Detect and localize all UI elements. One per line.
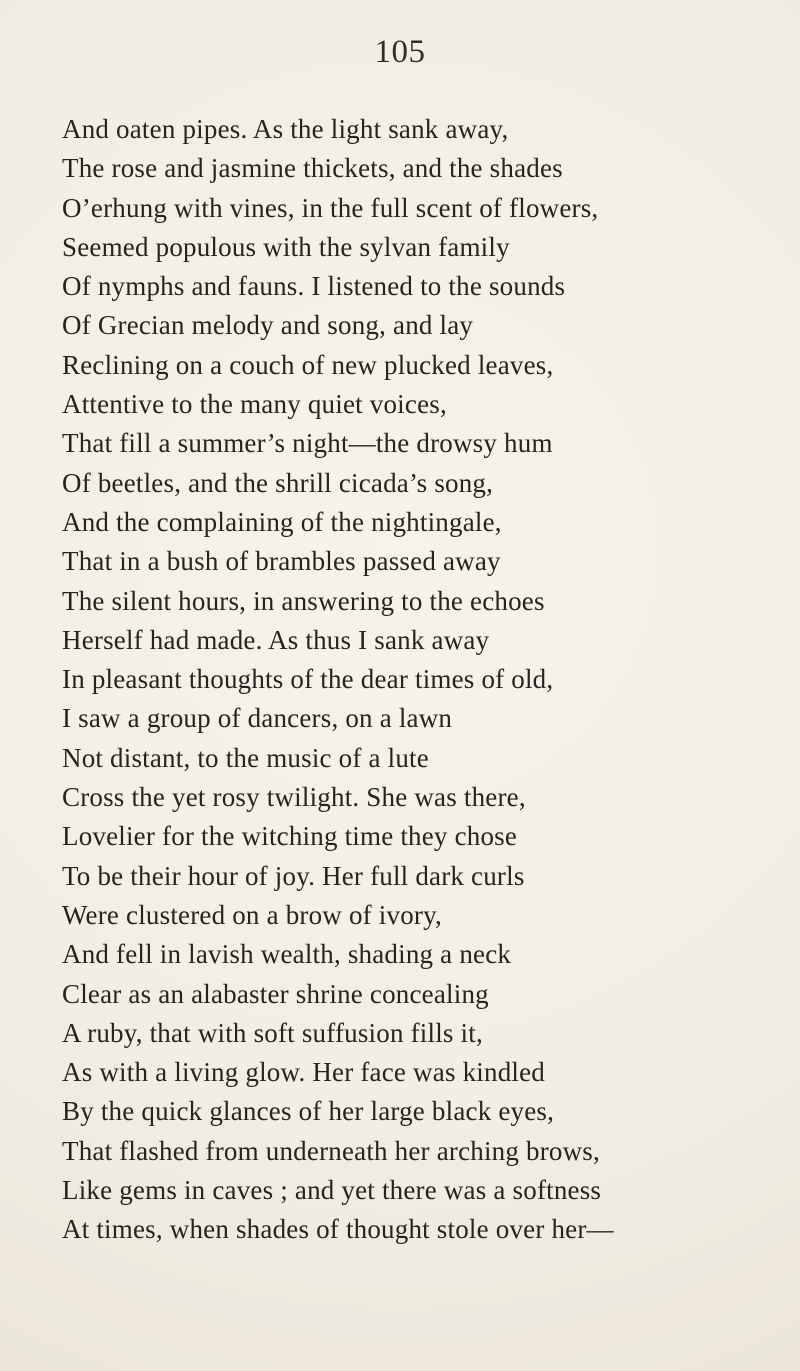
poem-line: The silent hours, in answering to the echoes [62, 585, 545, 616]
poem-line: Lovelier for the witching time they chose [62, 821, 518, 852]
poem-line: As with a living glow. Her face was kindled [62, 1057, 545, 1088]
poem-line: The rose and jasmine thickets, and the shades [62, 153, 563, 184]
poem-line: And the complaining of the nightingale, [62, 506, 502, 537]
poem-line: Of beetles, and the shrill cicada’s song, [62, 467, 494, 498]
poem-line: Not distant, to the music of a lute [62, 742, 429, 773]
poem-line: And fell in lavish wealth, shading a neck [62, 939, 512, 970]
poem-line: Seemed populous with the sylvan family [62, 231, 510, 262]
poem-line: Of Grecian melody and song, and lay [62, 310, 474, 341]
poem-line: Reclining on a couch of new plucked leaves, [62, 349, 554, 380]
poem-line: Cross the yet rosy twilight. She was there, [62, 782, 526, 813]
poem-line: Were clustered on a brow of ivory, [62, 899, 442, 930]
poem-line: Of nymphs and fauns. I listened to the sounds [62, 271, 566, 302]
poem-line: And oaten pipes. As the light sank away, [62, 114, 509, 144]
poem-line: Herself had made. As thus I sank away [62, 624, 490, 655]
poem-line: At times, when shades of thought stole over her— [62, 1214, 614, 1245]
poem-line: That in a bush of brambles passed away [62, 546, 501, 577]
poem-line: Like gems in caves ; and yet there was a softness [62, 1175, 602, 1206]
poem-line: To be their hour of joy. Her full dark curls [62, 860, 525, 891]
poem-line: That fill a summer’s night—the drowsy hum [62, 428, 553, 459]
poem-line: In pleasant thoughts of the dear times of old, [62, 664, 554, 695]
poem-line: A ruby, that with soft suffusion fills it, [62, 1017, 483, 1048]
poem-line: Attentive to the many quiet voices, [62, 389, 447, 420]
poem-line: That flashed from underneath her arching brows, [62, 1135, 600, 1166]
poem-line: I saw a group of dancers, on a lawn [62, 703, 453, 734]
page-number: 105 [374, 34, 426, 70]
poem-text [62, 110, 762, 1250]
poem-line: By the quick glances of her large black eyes, [62, 1096, 555, 1127]
poem-line: Clear as an alabaster shrine concealing [62, 978, 489, 1009]
poem-line: O’erhung with vines, in the full scent of flowers, [62, 192, 599, 223]
